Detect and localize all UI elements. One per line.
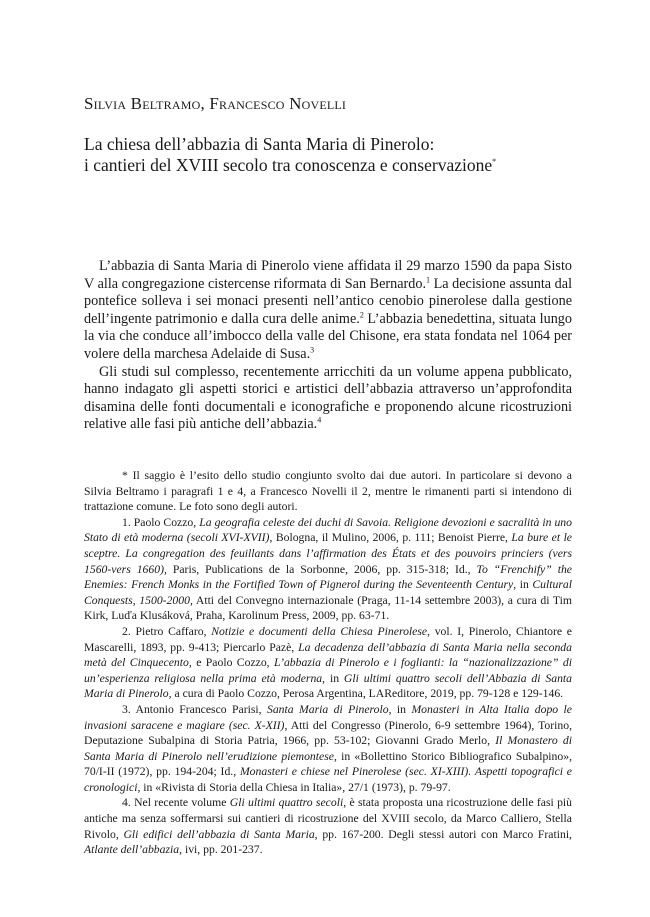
text-run: , Paris, Publications de la Sorbonne, 2006, pp. 315-318; Id.,	[163, 562, 477, 576]
text-run: Gli studi sul complesso, recentemente arricchiti da un volume appena pubblicato, hanno indagato gli aspetti storici e artistici dell’abbazia attraverso un’approfondita disamina delle fonti documentali e iconografiche e proponendo alcune ricostruzioni relative alle fasi più antiche dell’abbazia.	[84, 363, 572, 433]
text-run: , in	[513, 578, 533, 592]
text-run: , Bologna, il Mulino, 2006, p. 111; Benoist Pierre,	[269, 531, 512, 545]
text-run: , in	[322, 671, 344, 685]
italic-run: La geografia celeste dei duchi di Savoia. Religione devozioni e sacralità in uno Stato di età moderna (secoli XVI-XVII)	[84, 515, 572, 545]
italic-run: Monasteri e chiese nel Pinerolese (sec. XI-XIII). Aspetti topografici e cronologici	[84, 765, 572, 794]
footnote-ref: 2	[359, 310, 364, 320]
text-run: , è stata proposta una ricostruzione delle fasi più antiche ma senza soffermarsi sui cantieri di ricostruzione del XVIII secolo, da Marco Calliero, Stella Rivolo,	[84, 796, 572, 841]
italic-run: La bure et le sceptre. La congregation des feuillants dans l’affirmation des États et des pouvoirs princiers (vers 1560-vers 1660)	[84, 531, 572, 576]
text-run: 1. Paolo Cozzo,	[122, 515, 200, 529]
footnotes	[84, 468, 572, 858]
footnote	[84, 515, 572, 624]
italic-run: Atlante dell’abbazia	[84, 843, 180, 857]
italic-run: Monasteri in Alta Italia dopo le invasioni saracene e magiare (sec. X-XII)	[84, 702, 572, 732]
text-run: , Atti del Convegno internazionale (Praga, 11-14 settembre 2003), a cura di Tim Kirk, Luďa Klusáková, Praha, Karolinum Press, 2009, pp. 63-71.	[84, 593, 572, 623]
italic-run: Gli ultimi quattro secoli dell’Abbazia di Santa Maria di Pinerolo	[84, 671, 572, 701]
italic-run: Il Monastero di Santa Maria di Pinerolo nell’erudizione piemontese	[84, 734, 572, 763]
article-title	[84, 134, 584, 176]
title-line-2-text: i cantieri del XVIII secolo tra conoscenza e conservazione	[84, 155, 493, 175]
footnote-ref: 3	[310, 345, 315, 355]
text-run: , ivi, pp. 201-237.	[179, 843, 263, 857]
text-run: , e Paolo Cozzo,	[188, 656, 274, 670]
italic-run: Gli ultimi quattro secoli	[229, 796, 344, 810]
text-run: L’abbazia di Santa Maria di Pinerolo viene affidata il 29 marzo 1590 da papa Sisto V alla congregazione cistercense riformata di San Bernardo.	[84, 258, 572, 292]
text-run: * Il saggio è l’esito dello studio congiunto svolto dai due autori. In particolare si devono a Silvia Beltramo i paragrafi 1 e 4, a Francesco Novelli il 2, mentre le rimanenti parti si intendono di trattazione comune. Le foto sono degli autori.	[84, 469, 572, 514]
text-run: , in «Rivista di Storia della Chiesa in Italia», 27/1 (1973), p. 79-97.	[137, 780, 451, 794]
footnote-ref: 4	[317, 415, 322, 425]
text-run: , pp. 167-200. Degli stessi autori con Marco Fratini,	[314, 827, 572, 841]
text-run: 4. Nel recente volume	[122, 796, 230, 810]
text-run: , a cura di Paolo Cozzo, Perosa Argentina, LAReditore, 2019, pp. 79-128 e 129-146.	[168, 687, 564, 701]
italic-run: La decadenza dell’abbazia di Santa Maria nella seconda metà del Cinquecento	[84, 640, 572, 670]
italic-run: L’abbazia di Pinerolo e i foglianti: la “nazionalizzazione” di un’esperienza religiosa nella prima età moderna	[84, 656, 572, 685]
italic-run: Cultural Conquests, 1500-2000	[84, 578, 572, 607]
title-line-2	[84, 155, 584, 176]
footnote	[84, 468, 572, 515]
title-footnote-mark: *	[492, 157, 497, 167]
text-run: , in	[388, 702, 412, 716]
italic-run: To “Frenchify” the Enemies: French Monks in the Fortified Town of Pignerol during the Seventeenth Century	[84, 562, 572, 592]
italic-run: Gli edifici dell’abbazia di Santa Maria	[123, 827, 315, 841]
body-paragraph	[84, 364, 572, 434]
text-run: , in «Bollettino Storico Bibliografico Subalpino», 70/I-II (1972), pp. 194-204; Id.,	[84, 749, 572, 779]
text-run: , vol. I, Pinerolo, Chiantore e Mascarelli, 1893, pp. 9-413; Piercarlo Pazè,	[84, 624, 572, 654]
footnote-ref: 1	[426, 274, 430, 284]
body-text	[84, 258, 572, 434]
text-run: , Atti del Congresso (Pinerolo, 6-9 settembre 1964), Torino, Deputazione Subalpina di Storia Patria, 1966, pp. 53-102; Giovanni Grado Merlo,	[84, 718, 572, 748]
footnote	[84, 702, 572, 796]
footnote	[84, 624, 572, 702]
text-run: La decisione assunta dal pontefice solleva i sei monaci presenti nell’antico cenobio pinerolese dalla gestione dell’ingente patrimonio e dalla cura delle anime.	[84, 275, 573, 327]
italic-run: Santa Maria di Pinerolo	[266, 702, 389, 716]
text-run: L’abbazia benedettina, situata lungo la via che conduce all’imbocco della valle del Chisone, era stata fondata nel 1064 per volere della marchesa Adelaide di Susa.	[84, 310, 572, 362]
text-run: 2. Pietro Caffaro,	[122, 624, 212, 638]
title-line-1: La chiesa dell’abbazia di Santa Maria di Pinerolo:	[84, 134, 435, 154]
italic-run: Notizie e documenti della Chiesa Pinerolese	[211, 624, 428, 638]
text-run: 3. Antonio Francesco Parisi,	[122, 702, 267, 716]
body-paragraph	[84, 258, 572, 364]
authors: Silvia Beltramo, Francesco Novelli	[84, 94, 347, 113]
footnote	[84, 795, 572, 857]
